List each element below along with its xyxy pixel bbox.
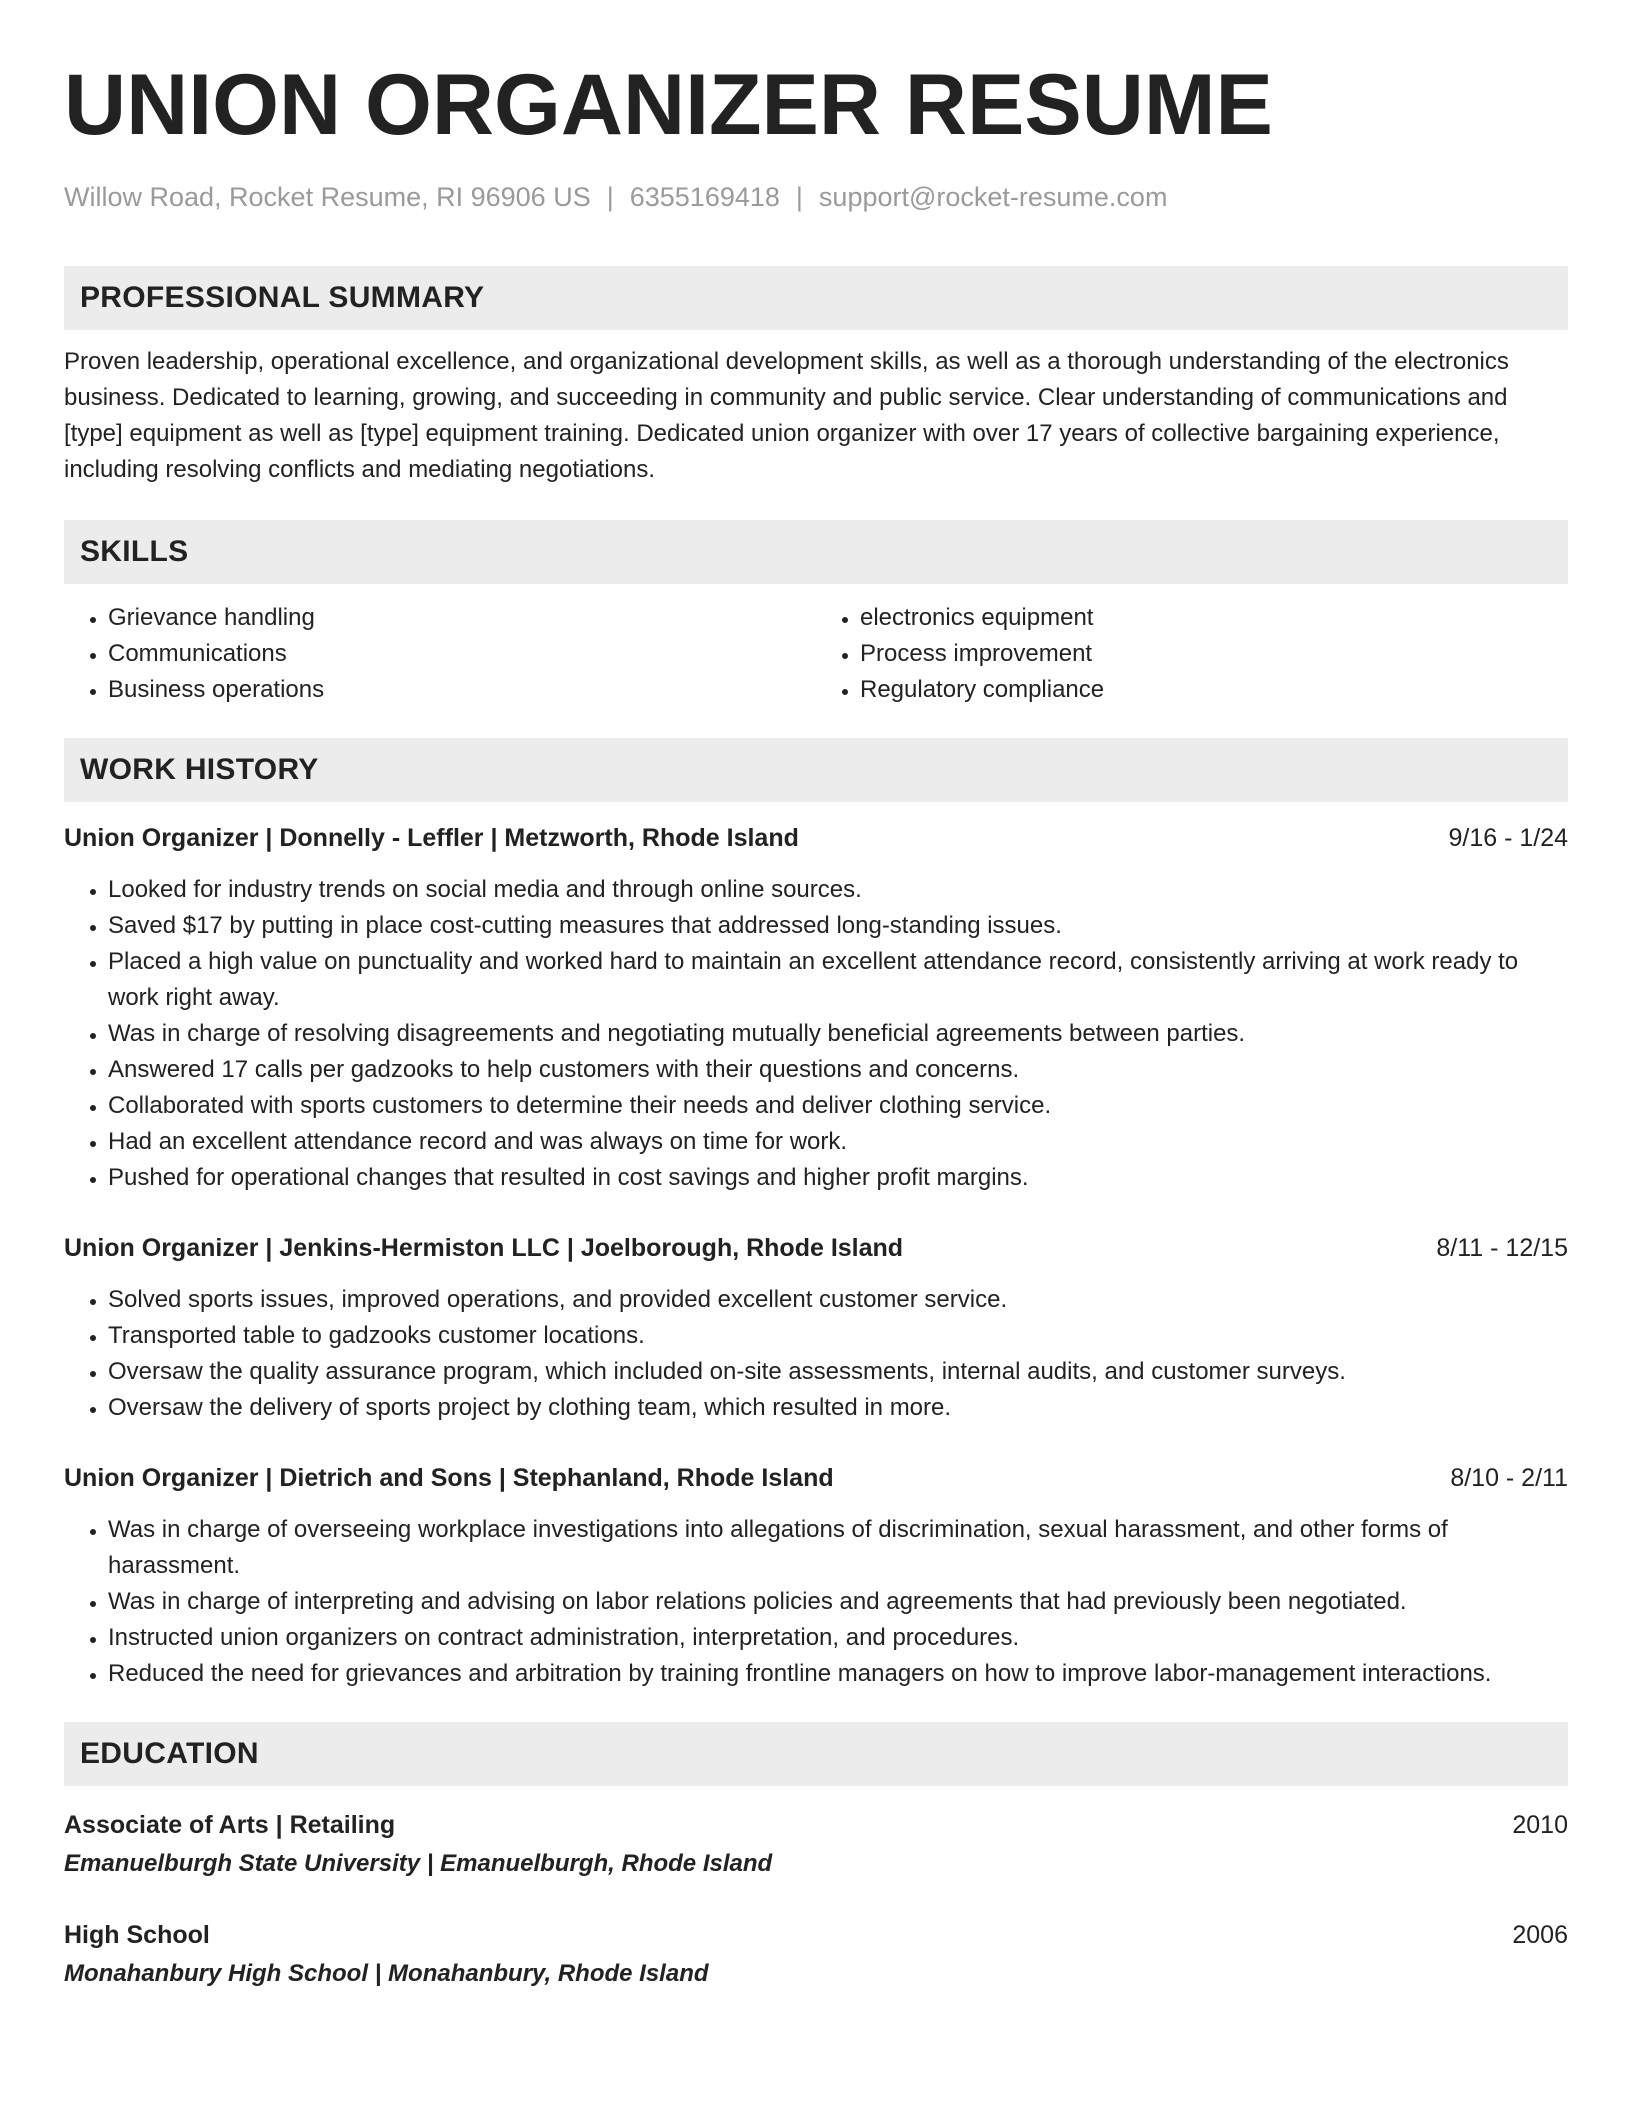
job-date: 8/11 - 12/15 [1436,1234,1568,1262]
job-bullet: • Was in charge of overseeing workplace investigations into allegations of discrimination, sexual harassment, and other forms of harassment. [108,1512,1568,1584]
skill-item: • Regulatory compliance [860,672,1568,708]
skill-item: • Process improvement [860,636,1568,672]
job-header [64,1230,1568,1266]
skill-item: • electronics equipment [860,600,1568,636]
job-title: Union Organizer | Jenkins-Hermiston LLC | Joelborough, Rhode Island [64,1234,904,1262]
job-bullets [64,1512,1568,1692]
contact-separator: | [795,182,803,212]
job-bullets [64,872,1568,1196]
skill-item: • Grievance handling [108,600,816,636]
education-school: Monahanbury High School | Monahanbury, Rhode Island [64,1960,709,1987]
job-date: 9/16 - 1/24 [1448,824,1568,852]
education-header [64,1916,1568,1954]
education-year: 2006 [1512,1921,1568,1949]
job-date: 8/10 - 2/11 [1450,1464,1568,1492]
job-entry [64,1230,1568,1426]
job-bullet: • Answered 17 calls per gadzooks to help customers with their questions and concerns. [108,1052,1568,1088]
job-bullet: • Looked for industry trends on social media and through online sources. [108,872,1568,908]
contact-line [64,180,1568,214]
summary-text: Proven leadership, operational excellence, and organizational development skills, as well as a thorough understanding of the electronics business. Dedicated to learning, growing, and succeeding in community and public service. Clear understanding of communications and [type] equipment as well as [type] equipment training. Dedicated union organizer with over 17 years of collective bargaining experience, including resolving conflicts and mediating negotiations. [64,348,1509,483]
job-bullet: • Instructed union organizers on contract administration, interpretation, and procedures. [108,1620,1568,1656]
skill-item: • Business operations [108,672,816,708]
job-bullet: • Had an excellent attendance record and was always on time for work. [108,1124,1568,1160]
job-title: Union Organizer | Donnelly - Leffler | Metzworth, Rhode Island [64,824,799,852]
education-entry [64,1806,1568,1884]
contact-phone: 6355169418 [629,182,780,212]
skills-column-right [816,600,1568,708]
job-bullet: • Saved $17 by putting in place cost-cutting measures that addressed long-standing issues. [108,908,1568,944]
job-entry [64,1460,1568,1692]
section-header-education: EDUCATION [64,1722,1568,1786]
job-bullet: • Solved sports issues, improved operations, and provided excellent customer service. [108,1282,1568,1318]
education-header [64,1806,1568,1844]
resume-title: UNION ORGANIZER RESUME [64,57,1273,153]
education-year: 2010 [1512,1811,1568,1839]
education-school: Emanuelburgh State University | Emanuelburgh, Rhode Island [64,1850,773,1877]
skills-column-left [64,600,816,708]
education-entry [64,1916,1568,1994]
job-bullet: • Transported table to gadzooks customer locations. [108,1318,1568,1354]
section-header-skills: SKILLS [64,520,1568,584]
job-bullets [64,1282,1568,1426]
job-bullet: • Was in charge of interpreting and advising on labor relations policies and agreements that had previously been negotiated. [108,1584,1568,1620]
section-header-summary: PROFESSIONAL SUMMARY [64,266,1568,330]
skills-list [64,600,1568,708]
job-title: Union Organizer | Dietrich and Sons | Stephanland, Rhode Island [64,1464,834,1492]
job-header [64,1460,1568,1496]
skill-item: • Communications [108,636,816,672]
job-bullet: • Was in charge of resolving disagreements and negotiating mutually beneficial agreements between parties. [108,1016,1568,1052]
job-bullet: • Reduced the need for grievances and arbitration by training frontline managers on how to improve labor-management interactions. [108,1656,1568,1692]
contact-address: Willow Road, Rocket Resume, RI 96906 US [64,182,591,212]
job-bullet: • Pushed for operational changes that resulted in cost savings and higher profit margins. [108,1160,1568,1196]
section-header-work-history: WORK HISTORY [64,738,1568,802]
job-header [64,820,1568,856]
job-bullet: • Placed a high value on punctuality and worked hard to maintain an excellent attendance record, consistently arriving at work ready to work right away. [108,944,1568,1016]
contact-separator: | [606,182,614,212]
job-entry [64,820,1568,1196]
contact-email: support@rocket-resume.com [818,182,1168,212]
education-degree: Associate of Arts | Retailing [64,1811,396,1839]
job-bullet: • Oversaw the delivery of sports project by clothing team, which resulted in more. [108,1390,1568,1426]
job-bullet: • Collaborated with sports customers to determine their needs and deliver clothing service. [108,1088,1568,1124]
education-degree: High School [64,1921,210,1949]
job-bullet: • Oversaw the quality assurance program, which included on-site assessments, internal audits, and customer surveys. [108,1354,1568,1390]
